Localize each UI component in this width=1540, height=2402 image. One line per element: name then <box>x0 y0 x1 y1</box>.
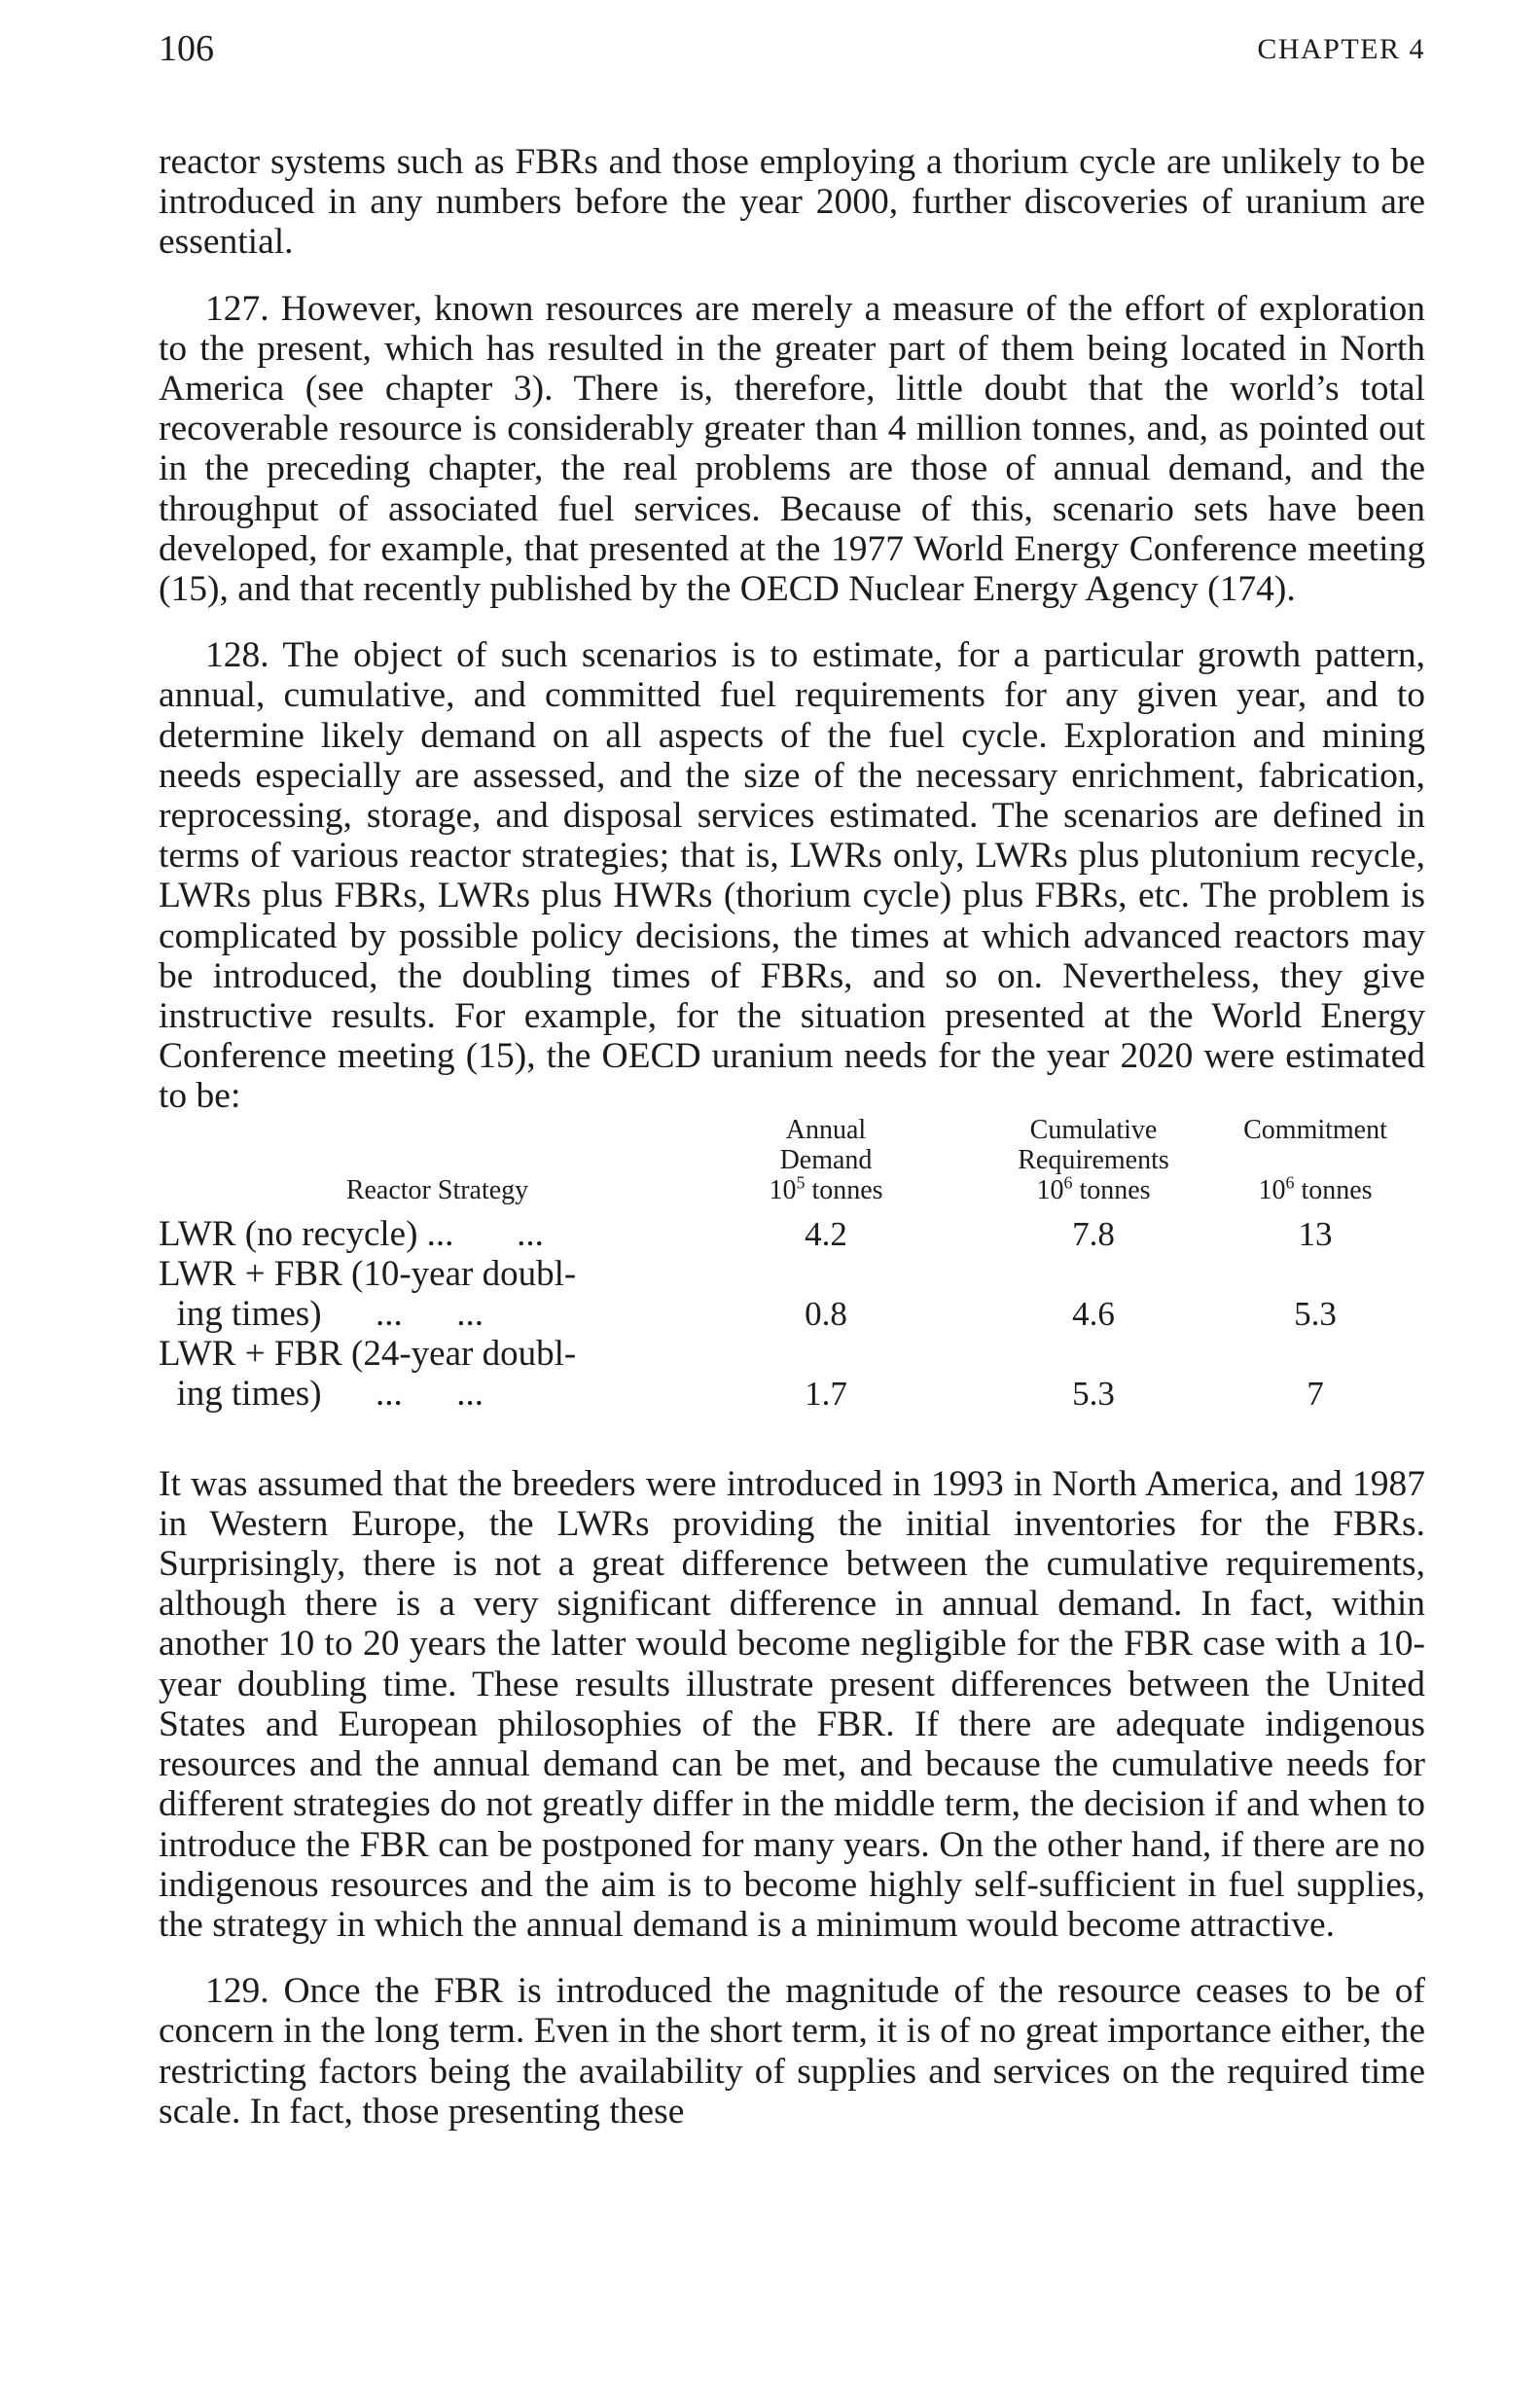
row-3-annual: 1.7 <box>805 1374 847 1413</box>
running-header <box>159 27 1425 76</box>
uranium-needs-table <box>159 1114 1425 1464</box>
paragraph-continued: reactor systems such as FBRs and those employing a thorium cycle are unlikely to be introduced in any numbers before the year 2000, further discoveries of uranium are essential. <box>159 142 1425 263</box>
row-1-commitment: 13 <box>1298 1214 1333 1253</box>
unit-annual-exp: 5 <box>796 1172 806 1193</box>
unit-commit-base: 10 <box>1258 1174 1286 1205</box>
header-reactor-strategy: Reactor Strategy <box>345 1174 529 1205</box>
header-cumulative-line2: Requirements <box>1018 1144 1169 1175</box>
unit-cumul-exp: 6 <box>1063 1172 1073 1193</box>
header-cumulative-unit <box>984 1172 1203 1205</box>
page <box>159 0 1425 2402</box>
row-2-label-line1: LWR + FBR (10-year doubl- <box>159 1253 577 1294</box>
unit-annual-word: tonnes <box>805 1174 883 1205</box>
row-3-cumulative: 5.3 <box>1072 1374 1115 1413</box>
header-cumulative-line1: Cumulative <box>1029 1114 1158 1145</box>
row-1-label: LWR (no recycle) ... ... <box>159 1213 544 1254</box>
paragraph-128: 128. The object of such scenarios is to estimate, for a particular growth pattern, annual, cumulative, and committed fuel requirements for any given year, and to determine likely demand on all aspects of the fuel cycle. Exploration and mining needs especially are assessed, and the size of the necessary enrichment, fabrication, reprocessing, storage, and disposal services estimated. The scenarios are defined in terms of various reactor strategies; that is, LWRs only, LWRs plus plutonium recycle, LWRs plus FBRs, LWRs plus HWRs (thorium cycle) plus FBRs, etc. The problem is complicated by possible policy decisions, the times at which advanced reactors may be introduced, the doubling times of FBRs, and so on. Nevertheless, they give instructive results. For example, for the situation presented at the World Energy Conference meeting (15), the OECD uranium needs for the year 2020 were estimated to be: <box>159 635 1425 1117</box>
unit-commit-exp: 6 <box>1285 1172 1295 1193</box>
body-text <box>159 142 1425 2132</box>
unit-annual-base: 10 <box>769 1174 797 1205</box>
row-2-label-line2: ing times) ... ... <box>159 1293 484 1334</box>
row-3-label-line2: ing times) ... ... <box>159 1373 484 1414</box>
unit-commit-word: tonnes <box>1294 1174 1373 1205</box>
header-commitment: Commitment <box>1243 1114 1387 1145</box>
page-number: 106 <box>159 28 214 69</box>
row-1-cumulative: 7.8 <box>1072 1214 1115 1253</box>
header-annual-line1: Annual <box>785 1114 867 1145</box>
row-2-annual: 0.8 <box>805 1294 847 1333</box>
unit-cumul-word: tonnes <box>1072 1174 1151 1205</box>
paragraph-assumptions: It was assumed that the breeders were introduced in 1993 in North America, and 1987 in Western Europe, the LWRs providing the initial inventories for the FBRs. Surprisingly, there is not a great difference between the cumulative requirements, although there is a very significant difference in annual demand. In fact, within another 10 to 20 years the latter would become negligible for the FBR case with a 10-year doubling time. These results illustrate present differences between the United States and European philosophies of the FBR. If there are adequate indigenous resources and the annual demand can be met, and because the cumulative needs for different strategies do not greatly differ in the middle term, the decision if and when to introduce the FBR can be postponed for many years. On the other hand, if there are no indigenous resources and the aim is to become highly self-sufficient in fuel supplies, the strategy in which the annual demand is a minimum would become attractive. <box>159 1463 1425 1945</box>
header-annual-unit <box>716 1172 936 1205</box>
paragraph-127: 127. However, known resources are merely a measure of the effort of exploration to the present, which has resulted in the greater part of them being located in North America (see chapter 3). There is, therefore, little doubt that the world’s total recoverable resource is considerably greater than 4 million tonnes, and, as pointed out in the preceding chapter, the real problems are those of annual demand, and the throughput of associated fuel services. Because of this, scenario sets have been developed, for example, that presented at the 1977 World Energy Conference meeting (15), and that recently published by the OECD Nuclear Energy Agency (174). <box>159 288 1425 610</box>
row-2-commitment: 5.3 <box>1294 1294 1337 1333</box>
row-1-annual: 4.2 <box>805 1214 847 1253</box>
unit-cumul-base: 10 <box>1036 1174 1064 1205</box>
header-annual-line2: Demand <box>779 1144 873 1175</box>
paragraph-129: 129. Once the FBR is introduced the magnitude of the resource ceases to be of concern in the long term. Even in the short term, it is of no great importance either, the restricting factors being the availability of supplies and services on the required time scale. In fact, those presenting these <box>159 1971 1425 2132</box>
header-commitment-unit <box>1205 1172 1425 1205</box>
row-3-commitment: 7 <box>1307 1374 1324 1413</box>
row-2-cumulative: 4.6 <box>1072 1294 1115 1333</box>
row-3-label-line1: LWR + FBR (24-year doubl- <box>159 1333 577 1374</box>
chapter-title: CHAPTER 4 <box>1257 33 1425 65</box>
